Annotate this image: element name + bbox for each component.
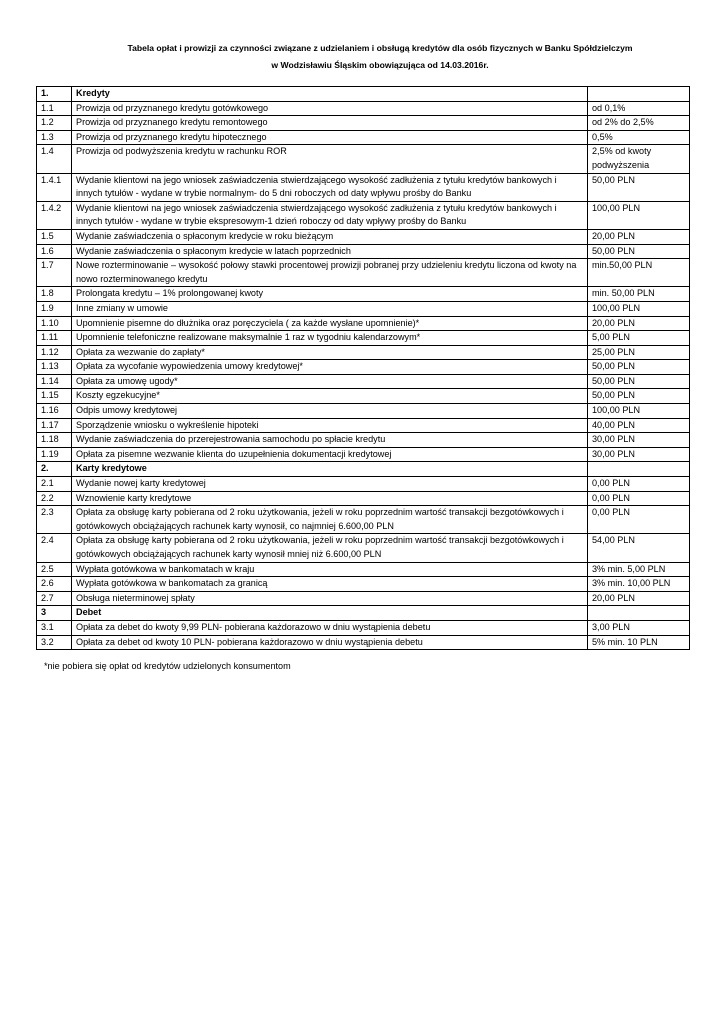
section-row bbox=[37, 87, 690, 102]
table-row bbox=[37, 447, 690, 462]
row-number: 1.6 bbox=[37, 244, 72, 259]
table-row bbox=[37, 229, 690, 244]
footnote: *nie pobiera się opłat od kredytów udzielonych konsumentom bbox=[44, 661, 291, 671]
table-row bbox=[37, 360, 690, 375]
table-row bbox=[37, 116, 690, 131]
row-description: Upomnienie pisemne do dłużnika oraz poręczyciela ( za każde wysłane upomnienie)* bbox=[72, 316, 588, 331]
row-description: Inne zmiany w umowie bbox=[72, 301, 588, 316]
row-fee: 3% min. 5,00 PLN bbox=[588, 562, 690, 577]
table-row bbox=[37, 130, 690, 145]
row-fee: 2,5% od kwoty podwyższenia bbox=[588, 145, 690, 173]
table-row bbox=[37, 316, 690, 331]
row-fee bbox=[588, 462, 690, 477]
row-fee: 3% min. 10,00 PLN bbox=[588, 577, 690, 592]
title-line-1: Tabela opłat i prowizji za czynności związane z udzielaniem i obsługą kredytów dla osób fizycznych w Banku Spółdzielczym bbox=[127, 43, 633, 53]
row-number: 1.18 bbox=[37, 433, 72, 448]
row-fee: 20,00 PLN bbox=[588, 229, 690, 244]
row-description: Wydanie nowej karty kredytowej bbox=[72, 477, 588, 492]
row-description: Wydanie klientowi na jego wniosek zaświadczenia stwierdzającego wysokość zadłużenia z tytułu kredytów bankowych i innych tytułów - wydane w trybie ekspresowym-1 dzień roboczy od daty wpływy prośby do Banku bbox=[72, 201, 588, 229]
row-number: 1.4 bbox=[37, 145, 72, 173]
table-row bbox=[37, 577, 690, 592]
row-description: Wydanie zaświadczenia o spłaconym kredycie w latach poprzednich bbox=[72, 244, 588, 259]
table-row bbox=[37, 201, 690, 229]
row-description: Opłata za obsługę karty pobierana od 2 roku użytkowania, jeżeli w roku poprzednim wartość transakcji bezgotówkowych i gotówkowych obciążających rachunek karty wynosił, co najmniej 6.600,00 PLN bbox=[72, 506, 588, 534]
row-number: 1.19 bbox=[37, 447, 72, 462]
row-fee: 20,00 PLN bbox=[588, 591, 690, 606]
row-description: Opłata za umowę ugody* bbox=[72, 374, 588, 389]
row-fee: 5% min. 10 PLN bbox=[588, 635, 690, 650]
table-row bbox=[37, 244, 690, 259]
row-fee: min.50,00 PLN bbox=[588, 259, 690, 287]
row-fee: 50,00 PLN bbox=[588, 360, 690, 375]
row-description: Odpis umowy kredytowej bbox=[72, 404, 588, 419]
row-description: Upomnienie telefoniczne realizowane maksymalnie 1 raz w tygodniu kalendarzowym* bbox=[72, 331, 588, 346]
row-description: Opłata za pisemne wezwanie klienta do uzupełnienia dokumentacji kredytowej bbox=[72, 447, 588, 462]
table-row bbox=[37, 433, 690, 448]
row-fee: 0,5% bbox=[588, 130, 690, 145]
row-number: 1.17 bbox=[37, 418, 72, 433]
table-row bbox=[37, 287, 690, 302]
row-number: 1.14 bbox=[37, 374, 72, 389]
table-row bbox=[37, 331, 690, 346]
row-fee: 3,00 PLN bbox=[588, 620, 690, 635]
row-description: Opłata za wycofanie wypowiedzenia umowy kredytowej* bbox=[72, 360, 588, 375]
row-number: 1.5 bbox=[37, 229, 72, 244]
row-fee: 0,00 PLN bbox=[588, 506, 690, 534]
row-description: Koszty egzekucyjne* bbox=[72, 389, 588, 404]
row-number: 2. bbox=[37, 462, 72, 477]
table-row bbox=[37, 477, 690, 492]
row-description: Prowizja od przyznanego kredytu remontowego bbox=[72, 116, 588, 131]
row-number: 2.3 bbox=[37, 506, 72, 534]
section-row bbox=[37, 462, 690, 477]
row-description: Prowizja od podwyższenia kredytu w rachunku ROR bbox=[72, 145, 588, 173]
row-description: Wydanie zaświadczenia o spłaconym kredycie w roku bieżącym bbox=[72, 229, 588, 244]
row-number: 1.12 bbox=[37, 345, 72, 360]
row-number: 2.4 bbox=[37, 534, 72, 562]
row-fee: 50,00 PLN bbox=[588, 374, 690, 389]
table-row bbox=[37, 101, 690, 116]
fee-table-body bbox=[37, 87, 690, 650]
table-row bbox=[37, 374, 690, 389]
row-number: 1.11 bbox=[37, 331, 72, 346]
table-row bbox=[37, 506, 690, 534]
table-row bbox=[37, 591, 690, 606]
row-number: 2.6 bbox=[37, 577, 72, 592]
row-description: Opłata za wezwanie do zapłaty* bbox=[72, 345, 588, 360]
row-fee: od 2% do 2,5% bbox=[588, 116, 690, 131]
row-description: Obsługa nieterminowej spłaty bbox=[72, 591, 588, 606]
row-fee: 54,00 PLN bbox=[588, 534, 690, 562]
row-description: Wznowienie karty kredytowe bbox=[72, 491, 588, 506]
row-fee: 30,00 PLN bbox=[588, 433, 690, 448]
row-number: 1. bbox=[37, 87, 72, 102]
row-number: 3 bbox=[37, 606, 72, 621]
table-row bbox=[37, 259, 690, 287]
row-description: Wydanie zaświadczenia do przerejestrowania samochodu po spłacie kredytu bbox=[72, 433, 588, 448]
row-fee: 20,00 PLN bbox=[588, 316, 690, 331]
row-number: 1.1 bbox=[37, 101, 72, 116]
row-number: 1.15 bbox=[37, 389, 72, 404]
row-fee: 50,00 PLN bbox=[588, 173, 690, 201]
row-fee: 40,00 PLN bbox=[588, 418, 690, 433]
row-number: 1.7 bbox=[37, 259, 72, 287]
table-row bbox=[37, 635, 690, 650]
row-number: 1.2 bbox=[37, 116, 72, 131]
row-description: Opłata za debet od kwoty 10 PLN- pobierana każdorazowo w dniu wystąpienia debetu bbox=[72, 635, 588, 650]
row-description: Wydanie klientowi na jego wniosek zaświadczenia stwierdzającego wysokość zadłużenia z tytułu kredytów bankowych i innych tytułów - wydane w trybie normalnym- do 5 dni roboczych od daty wpływu prośby do Banku bbox=[72, 173, 588, 201]
row-number: 2.7 bbox=[37, 591, 72, 606]
table-row bbox=[37, 301, 690, 316]
row-description: Karty kredytowe bbox=[72, 462, 588, 477]
row-description: Opłata za debet do kwoty 9,99 PLN- pobierana każdorazowo w dniu wystąpienia debetu bbox=[72, 620, 588, 635]
row-fee: 50,00 PLN bbox=[588, 244, 690, 259]
row-description: Prowizja od przyznanego kredytu hipotecznego bbox=[72, 130, 588, 145]
row-number: 1.8 bbox=[37, 287, 72, 302]
row-fee: 0,00 PLN bbox=[588, 477, 690, 492]
row-description: Debet bbox=[72, 606, 588, 621]
row-number: 1.9 bbox=[37, 301, 72, 316]
table-row bbox=[37, 173, 690, 201]
row-description: Prolongata kredytu – 1% prolongowanej kwoty bbox=[72, 287, 588, 302]
section-row bbox=[37, 606, 690, 621]
row-description: Wypłata gotówkowa w bankomatach w kraju bbox=[72, 562, 588, 577]
row-fee: 25,00 PLN bbox=[588, 345, 690, 360]
row-fee: min. 50,00 PLN bbox=[588, 287, 690, 302]
row-number: 2.2 bbox=[37, 491, 72, 506]
table-row bbox=[37, 491, 690, 506]
table-row bbox=[37, 418, 690, 433]
row-number: 2.1 bbox=[37, 477, 72, 492]
row-number: 1.10 bbox=[37, 316, 72, 331]
table-row bbox=[37, 389, 690, 404]
row-number: 1.4.1 bbox=[37, 173, 72, 201]
table-row bbox=[37, 345, 690, 360]
table-row bbox=[37, 562, 690, 577]
row-number: 2.5 bbox=[37, 562, 72, 577]
table-row bbox=[37, 534, 690, 562]
row-fee: 100,00 PLN bbox=[588, 404, 690, 419]
row-fee: 100,00 PLN bbox=[588, 201, 690, 229]
row-description: Sporządzenie wniosku o wykreślenie hipoteki bbox=[72, 418, 588, 433]
table-row bbox=[37, 145, 690, 173]
fee-table bbox=[36, 86, 690, 650]
row-description: Wypłata gotówkowa w bankomatach za granicą bbox=[72, 577, 588, 592]
row-number: 1.16 bbox=[37, 404, 72, 419]
row-fee bbox=[588, 606, 690, 621]
table-row bbox=[37, 620, 690, 635]
row-number: 3.2 bbox=[37, 635, 72, 650]
page-title bbox=[60, 40, 700, 74]
row-description: Kredyty bbox=[72, 87, 588, 102]
row-number: 1.3 bbox=[37, 130, 72, 145]
row-description: Prowizja od przyznanego kredytu gotówkowego bbox=[72, 101, 588, 116]
row-fee bbox=[588, 87, 690, 102]
row-description: Opłata za obsługę karty pobierana od 2 roku użytkowania, jeżeli w roku poprzednim wartość transakcji bezgotówkowych i gotówkowych obciążających rachunek karty wynosił mniej niż 6.600,00 PLN bbox=[72, 534, 588, 562]
row-number: 1.4.2 bbox=[37, 201, 72, 229]
row-fee: 100,00 PLN bbox=[588, 301, 690, 316]
row-fee: 5,00 PLN bbox=[588, 331, 690, 346]
row-fee: 0,00 PLN bbox=[588, 491, 690, 506]
row-number: 1.13 bbox=[37, 360, 72, 375]
row-description: Nowe rozterminowanie – wysokość połowy stawki procentowej prowizji pobranej przy udzieleniu kredytu liczona od kwoty na nowo rozterminowanego kredytu bbox=[72, 259, 588, 287]
table-row bbox=[37, 404, 690, 419]
row-fee: od 0,1% bbox=[588, 101, 690, 116]
row-fee: 30,00 PLN bbox=[588, 447, 690, 462]
title-line-2: w Wodzisławiu Śląskim obowiązująca od 14.03.2016r. bbox=[271, 60, 489, 70]
row-number: 3.1 bbox=[37, 620, 72, 635]
row-fee: 50,00 PLN bbox=[588, 389, 690, 404]
